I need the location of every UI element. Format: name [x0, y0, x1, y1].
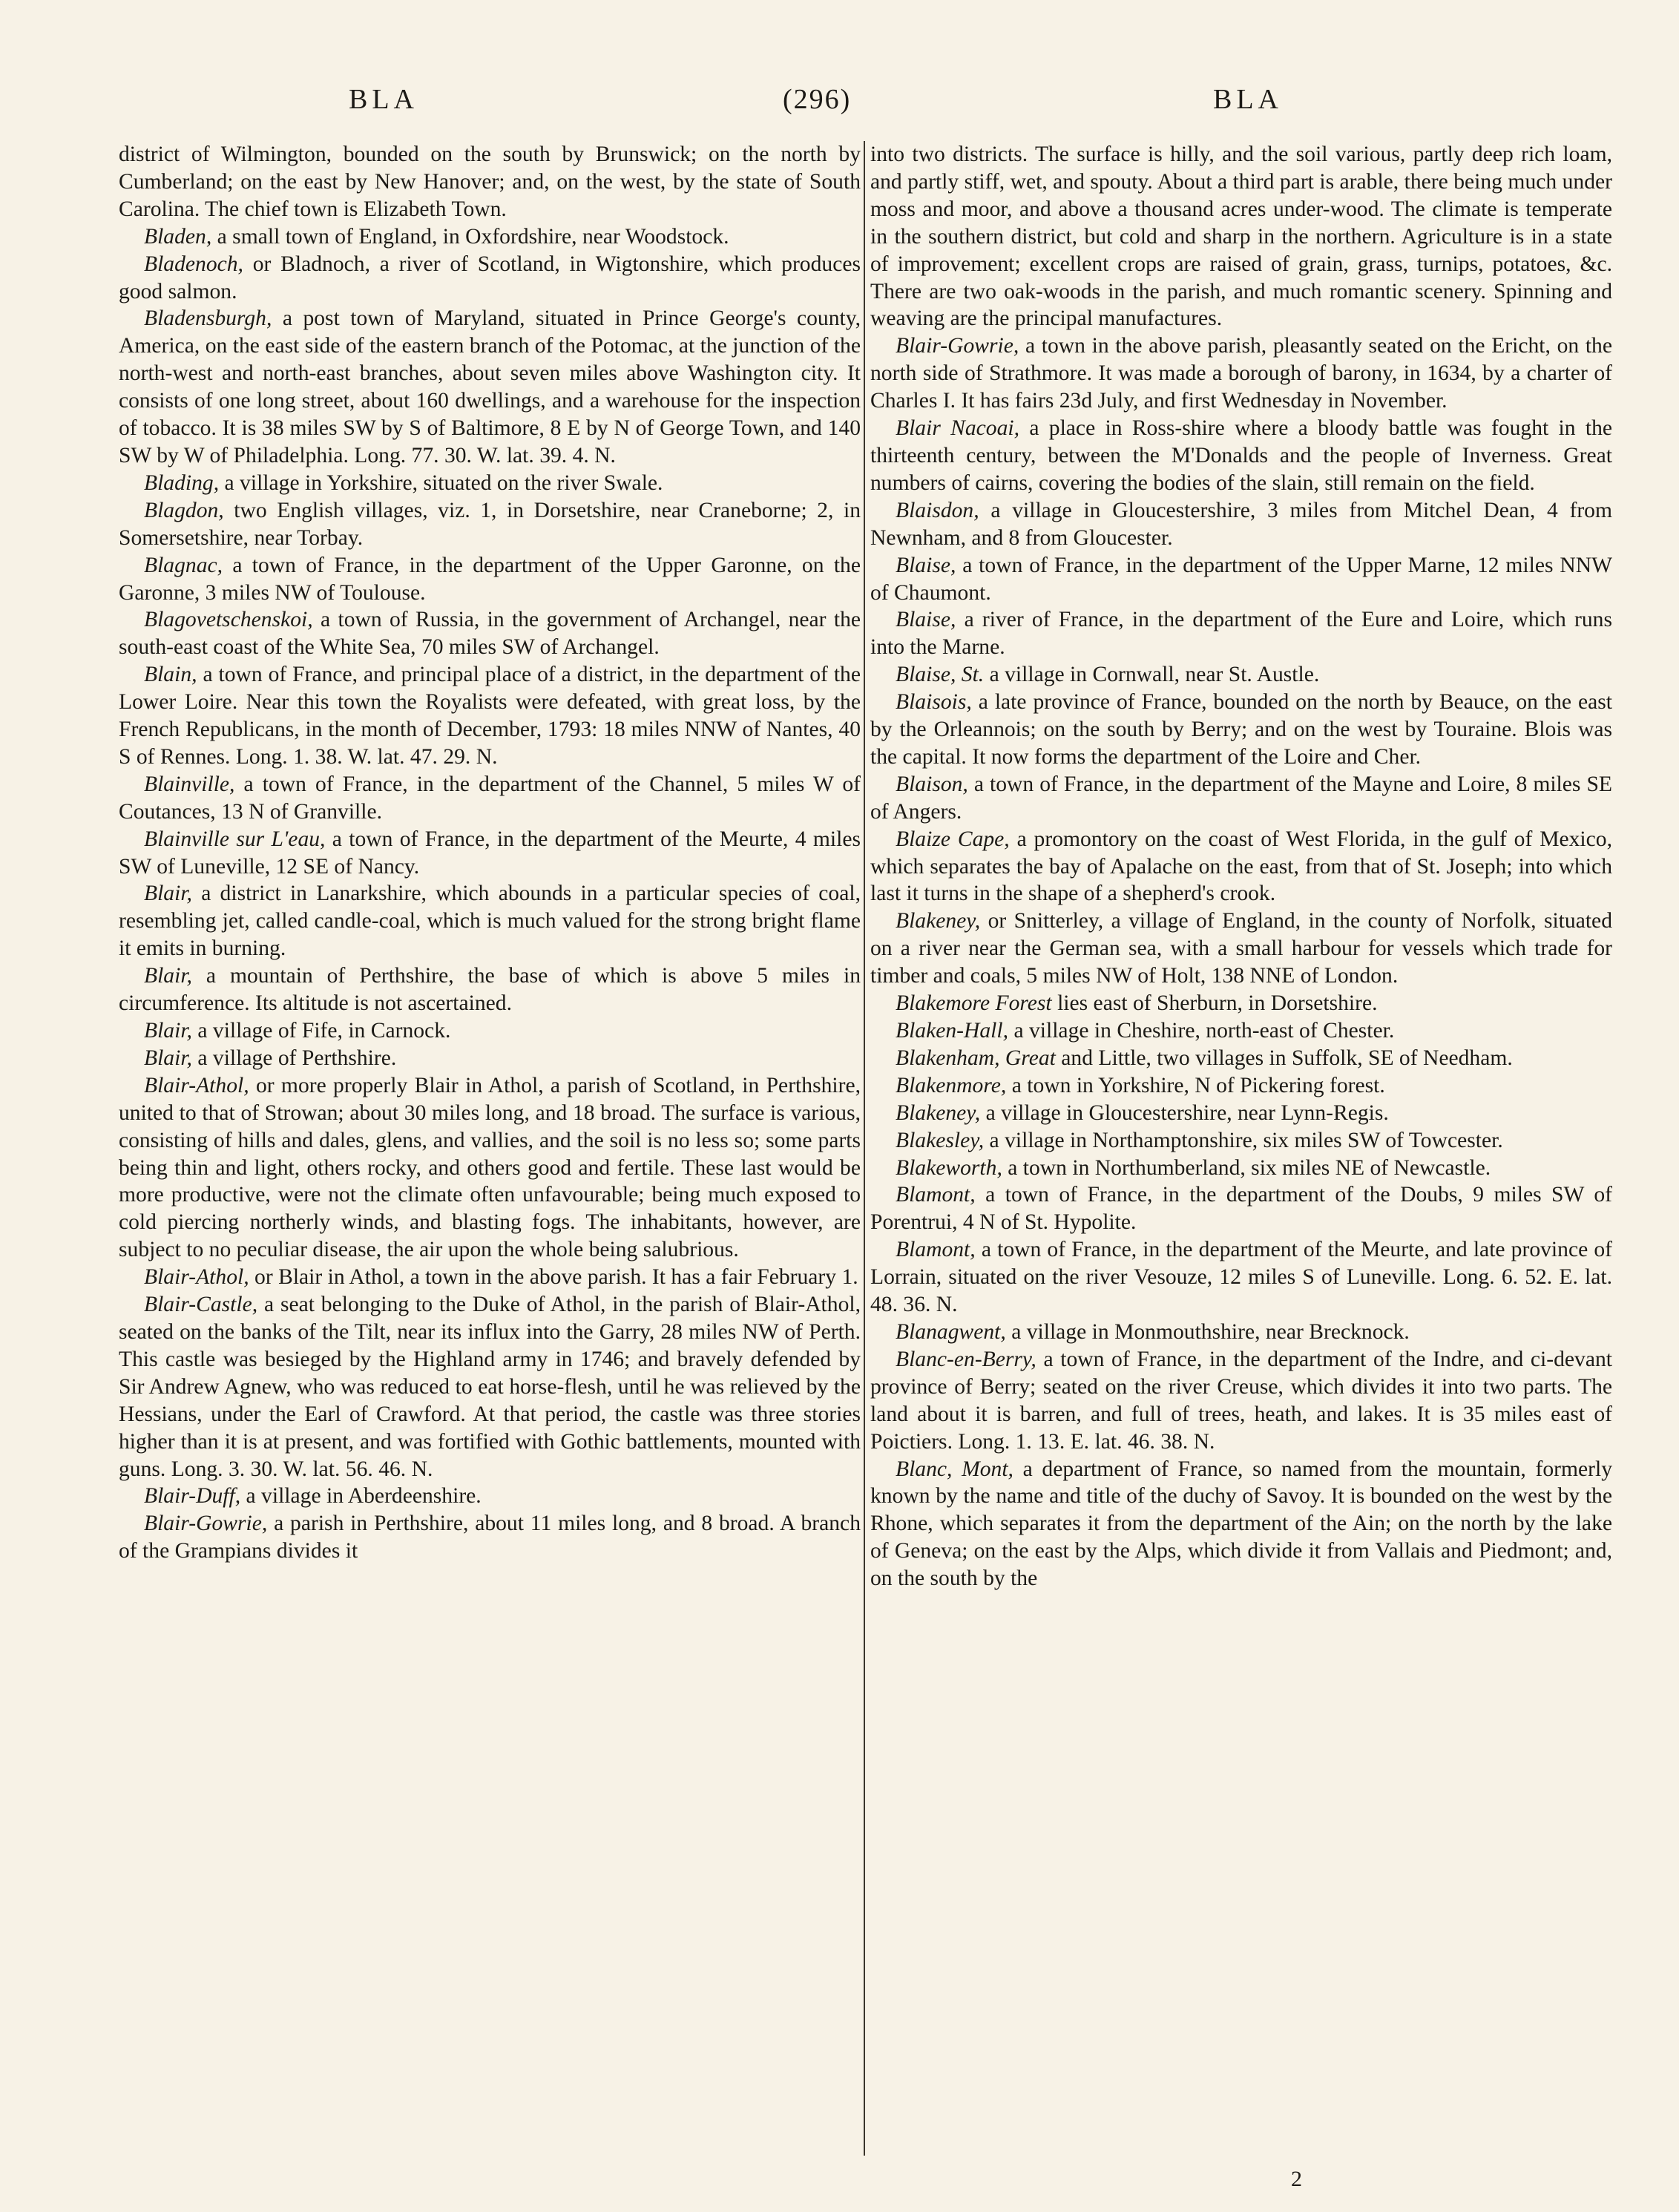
entry-separator [249, 1265, 254, 1289]
dictionary-entry [119, 1072, 861, 1264]
right-column [870, 141, 1612, 2167]
entry-headword: Blair, [144, 964, 192, 988]
entry-separator [1019, 334, 1025, 358]
entry-text: a village of Fife, in Carnock. [197, 1019, 451, 1043]
entry-headword: Blaize Cape, [896, 827, 1010, 851]
dictionary-entry [870, 1072, 1612, 1100]
entry-text: a town of France, in the department of the Channel, 5 miles W of Coutances, 13 N of Granville. [119, 772, 861, 824]
dictionary-entry [870, 1319, 1612, 1346]
entry-headword: Blaisdon, [896, 498, 979, 522]
entry-separator [1010, 827, 1017, 851]
entry-headword: Blakenmore, [896, 1073, 1007, 1097]
entry-headword: Blagdon, [144, 498, 224, 522]
dictionary-entry [870, 552, 1612, 607]
entry-text: a town in Northumberland, six miles NE of Newcastle. [1008, 1155, 1491, 1180]
dictionary-entry [119, 606, 861, 661]
entry-text: a village in Monmouthshire, near Brecknock. [1011, 1319, 1410, 1344]
entry-separator [1006, 1074, 1011, 1097]
dictionary-entry [870, 908, 1612, 990]
entry-headword: Blair-Duff, [144, 1484, 241, 1509]
entry-text: a village of Perthshire. [197, 1046, 397, 1070]
dictionary-entry [119, 305, 861, 469]
dictionary-entry [119, 223, 861, 251]
entry-text: a village in Cheshire, north-east of Chester. [1013, 1019, 1395, 1043]
entry-headword: Blair, [144, 1046, 192, 1070]
entry-text: a village in Northamptonshire, six miles SW of Towcester. [989, 1128, 1503, 1152]
entry-headword: Bladenoch, [144, 252, 243, 276]
entry-separator [313, 608, 321, 631]
page-number: (296) [783, 84, 852, 115]
dictionary-entry [119, 771, 861, 826]
entry-separator [1019, 416, 1029, 440]
entry-text: a post town of Maryland, situated in Prince George's county, America, on the east side of the eastern branch of the Potomac, at the junction of the north-west and north-east branches, about seven miles above Washington city. It consists of one long street, about 160 dwellings, and a warehouse for the inspection of tobacco. It is 38 miles SW by S of Baltimore, 8 E by N of George Town, and 140 SW by W of Philadelphia. Long. 77. 30. W. lat. 39. 4. N. [119, 306, 861, 467]
entry-headword: Blair-Gowrie, [144, 1512, 268, 1536]
dictionary-entry [119, 1483, 861, 1510]
entry-headword: Blading, [144, 470, 220, 495]
entry-separator [243, 252, 253, 276]
entry-separator [968, 772, 974, 796]
entry-separator [272, 306, 282, 330]
entry-text: a promontory on the coast of West Florida, in the gulf of Mexico, which separates the bay of Apalache on the east, from that of St. Joseph; into which last it turns in the shape of a shepherd's crook. [870, 827, 1612, 906]
entry-text: a town in the above parish, pleasantly seated on the Ericht, on the north side of Strathmore. It was made a borough of barony, in 1634, by a charter of Charles I. It has fairs 23d July, and first Wednesday in November. [870, 334, 1612, 413]
entry-separator [223, 554, 232, 577]
entry-text: a village in Gloucestershire, near Lynn-Regis. [985, 1100, 1389, 1125]
entry-text: a small town of England, in Oxfordshire, near Woodstock. [217, 224, 729, 249]
entry-headword: Blanc-en-Berry, [896, 1347, 1036, 1371]
entry-text: a village in Yorkshire, situated on the river Swale. [224, 470, 663, 495]
entry-headword: Blainville sur L'eau, [144, 827, 326, 851]
entry-separator [249, 1074, 256, 1097]
entry-separator [984, 663, 989, 686]
entry-separator [219, 471, 224, 495]
dictionary-entry [870, 661, 1612, 689]
dictionary-entry [119, 1045, 861, 1072]
entry-separator [976, 1183, 985, 1207]
entry-headword: Blain, [144, 663, 197, 687]
dictionary-entry [119, 552, 861, 607]
signature-mark: 2 [1291, 2167, 1302, 2191]
entry-separator [211, 225, 217, 249]
entry-headword: Blair-Gowrie, [896, 334, 1019, 358]
entry-headword: Bladen, [144, 224, 212, 249]
entry-text: a district in Lanarkshire, which abounds in a particular species of coal, resembling jet, called candle-coal, which is much valued for the strong bright flame it emits in burning. [119, 882, 861, 961]
entry-headword: Blamont, [896, 1238, 976, 1262]
entry-headword: Blair, [144, 1019, 192, 1043]
entry-separator [224, 499, 234, 522]
entry-separator [267, 1512, 274, 1535]
entry-separator [956, 554, 962, 577]
entry-text: a town of Russia, in the government of Archangel, near the south-east coast of the White Sea, 70 miles SW of Archangel. [119, 608, 861, 660]
entry-headword: Blanagwent, [896, 1319, 1006, 1344]
entry-headword: Blair-Athol, [144, 1073, 249, 1097]
entry-separator [979, 499, 991, 522]
entry-headword: Blanc, Mont, [896, 1457, 1013, 1481]
entry-separator [980, 909, 988, 933]
left-column [119, 141, 861, 2167]
entry-headword: Blaken-Hall, [896, 1019, 1009, 1043]
entry-headword: Bladensburgh, [144, 306, 272, 331]
dictionary-entry [119, 962, 861, 1017]
entry-separator [325, 827, 332, 851]
dictionary-entry [119, 141, 861, 223]
entry-headword: Blair-Athol, [144, 1265, 249, 1290]
dictionary-entry [870, 332, 1612, 415]
dictionary-entry [870, 1017, 1612, 1045]
entry-text: two English villages, viz. 1, in Dorsetshire, near Craneborne; 2, in Somersetshire, near Torbay. [119, 498, 861, 550]
entry-headword: Blakenham, Great [896, 1046, 1056, 1070]
entry-text: a parish in Perthshire, about 11 miles long, and 8 broad. A branch of the Grampians divides it [119, 1512, 861, 1563]
entry-text: and Little, two villages in Suffolk, SE of Needham. [1061, 1046, 1513, 1070]
dictionary-entry [870, 606, 1612, 661]
entry-separator [234, 772, 243, 796]
entry-text: a town of France, in the department of the Meurte, 4 miles SW of Luneville, 12 SE of Nancy. [119, 827, 861, 879]
entry-text: a town of France, in the department of the Mayne and Loire, 8 miles SE of Angers. [870, 772, 1612, 824]
entry-text: a town of France, in the department of the Upper Marne, 12 miles NNW of Chaumont. [870, 553, 1612, 605]
entry-headword: Blagovetschenskoi, [144, 608, 313, 632]
entry-headword: Blaisois, [896, 690, 972, 715]
entry-headword: Blakesley, [896, 1128, 985, 1152]
entry-text: a town of France, in the department of the Meurte, and late province of Lorrain, situated on the river Vesouze, 12 miles S of Luneville. Long. 6. 52. E. lat. 48. 36. N. [870, 1238, 1612, 1317]
dictionary-entry [870, 1346, 1612, 1456]
entry-text: lies east of Sherburn, in Dorsetshire. [1057, 991, 1378, 1016]
entry-headword: Blair, [144, 882, 192, 906]
entry-separator [976, 1238, 982, 1261]
entry-headword: Blamont, [896, 1183, 976, 1207]
dictionary-entry [119, 470, 861, 497]
entry-headword: Blaison, [896, 772, 968, 796]
entry-separator [984, 1129, 989, 1152]
entry-text: a town of France, and principal place of a district, in the department of the Lower Loire. Near this town the Royalists were defeated, with great loss, by the French Republicans, in the month of December, 1793: 18 miles NNW of Nantes, 40 S of Rennes. Long. 1. 38. W. lat. 47. 29. N. [119, 663, 861, 769]
entry-text: or Snitterley, a village of England, in the county of Norfolk, situated on a river near the German sea, with a small harbour for vessels which trade for timber and coals, 5 miles NW of Holt, 138 NNE of London. [870, 909, 1612, 988]
entry-headword: Blakeney, [896, 1100, 981, 1125]
dictionary-entry [870, 1181, 1612, 1236]
column-divider [864, 141, 865, 2156]
entry-headword: Blair-Castle, [144, 1293, 258, 1317]
entry-text: a village in Aberdeenshire. [246, 1484, 482, 1509]
entry-text: a town in Yorkshire, N of Pickering forest. [1011, 1073, 1385, 1097]
dictionary-entry [870, 497, 1612, 552]
entry-text: a seat belonging to the Duke of Athol, in the parish of Blair-Athol, seated on the banks of the Tilt, near its influx into the Garry, 28 miles NW of Perth. This castle was besieged by the Highland army in 1746; and bravely defended by Sir Andrew Agnew, who was reduced to eat horse-flesh, until he was relieved by the Hessians, under the Earl of Crawford. At that period, the castle was three stories higher than it is at present, and was fortified with Gothic battlements, mounted with guns. Long. 3. 30. W. lat. 56. 46. N. [119, 1293, 861, 1481]
entry-text: a town of France, in the department of the Indre, and ci-devant province of Berry; seated on the river Creuse, which divides it into two parts. The land about it is barren, and full of trees, heath, and lakes. It is 35 miles east of Poictiers. Long. 1. 13. E. lat. 46. 38. N. [870, 1347, 1612, 1454]
entry-headword: Blagnac, [144, 553, 223, 577]
dictionary-entry [119, 1264, 861, 1291]
running-head-right: BLA [1213, 84, 1283, 115]
dictionary-entry [119, 251, 861, 306]
dictionary-entry [119, 826, 861, 881]
entry-separator [257, 1293, 264, 1316]
entry-text: a mountain of Perthshire, the base of which is above 5 miles in circumference. Its altitude is not ascertained. [119, 964, 861, 1016]
entry-separator [972, 690, 979, 714]
entry-headword: Blair Nacoai, [896, 416, 1020, 441]
entry-separator [192, 882, 201, 905]
entry-headword: Blakeney, [896, 909, 981, 933]
dictionary-entry [870, 1236, 1612, 1319]
dictionary-entry [870, 1155, 1612, 1182]
dictionary-entry [870, 1127, 1612, 1155]
entry-text: a river of France, in the department of the Eure and Loire, which runs into the Marne. [870, 608, 1612, 660]
entry-separator [980, 1101, 985, 1125]
entry-separator [1052, 991, 1057, 1015]
entry-text: or Blair in Athol, a town in the above parish. It has a fair February 1. [254, 1265, 858, 1290]
dictionary-entry [870, 415, 1612, 497]
dictionary-entry [119, 880, 861, 962]
entry-headword: Blaise, [896, 553, 956, 577]
entry-separator [956, 608, 964, 631]
entry-text: a place in Ross-shire where a bloody battle was fought in the thirteenth century, between the M'Donalds and the people of Inverness. Great numbers of cairns, covering the bodies of the slain, still remain on the field. [870, 416, 1612, 495]
entry-text: or Bladnoch, a river of Scotland, in Wigtonshire, which produces good salmon. [119, 252, 861, 303]
running-head-left: BLA [349, 84, 418, 115]
entry-headword: Blaise, St. [896, 663, 985, 687]
entry-text: a town of France, in the department of the Doubs, 9 miles SW of Porentrui, 4 N of St. Hypolite. [870, 1183, 1612, 1235]
entry-headword: Blaise, [896, 608, 956, 632]
entry-headword: Blakeworth, [896, 1155, 1002, 1180]
entry-headword: Blainville, [144, 772, 235, 796]
dictionary-entry [870, 141, 1612, 332]
dictionary-entry [870, 1456, 1612, 1593]
dictionary-entry [870, 990, 1612, 1017]
dictionary-entry [870, 1100, 1612, 1127]
entry-text: or more properly Blair in Athol, a parish of Scotland, in Perthshire, united to that of Strowan; about 30 miles long, and 18 broad. The surface is various, consisting of hills and dales, glens, and vallies, and the soil is no less so; some parts being thin and light, others rocky, and others good and fertile. These last would be more productive, were not the climate often unfavourable; being much exposed to cold piercing northerly winds, and blasting fogs. The inhabitants, however, are subject to no peculiar disease, the air upon the whole being salubrious. [119, 1073, 861, 1262]
entry-separator [192, 964, 206, 988]
entry-text: a late province of France, bounded on the north by Beauce, on the east by the Orleannois; on the south by Berry; and on the west by Touraine. Blois was the capital. It now forms the department of the Loire and Cher. [870, 690, 1612, 769]
dictionary-entry [870, 689, 1612, 771]
dictionary-entry [119, 1017, 861, 1045]
entry-text: into two districts. The surface is hilly, and the soil various, partly deep rich loam, and partly stiff, wet, and spouty. About a third part is arable, there being much under moss and moor, and above a thousand acres under-wood. The climate is temperate in the southern district, but cold and sharp in the northern. Agriculture is in a state of improvement; excellent crops are raised of grain, grass, turnips, potatoes, &c. There are two oak-woods in the parish, and much romantic scenery. Spinning and weaving are the principal manufactures. [870, 142, 1612, 331]
dictionary-entry [119, 1510, 861, 1565]
dictionary-entry [870, 771, 1612, 826]
entry-text: district of Wilmington, bounded on the south by Brunswick; on the north by Cumberland; on the east by New Hanover; and, on the west, by the state of South Carolina. The chief town is Elizabeth Town. [119, 142, 861, 221]
dictionary-entry [119, 497, 861, 552]
entry-text: a town of France, in the department of the Upper Garonne, on the Garonne, 3 miles NW of Toulouse. [119, 553, 861, 605]
dictionary-entry [119, 1291, 861, 1483]
entry-separator [240, 1484, 246, 1508]
dictionary-entry [870, 826, 1612, 908]
dictionary-entry [119, 661, 861, 771]
entry-text: a village in Cornwall, near St. Austle. [989, 663, 1320, 687]
dictionary-entry [870, 1045, 1612, 1072]
entry-headword: Blakemore Forest [896, 991, 1052, 1016]
entry-separator [1013, 1457, 1023, 1481]
entry-text: a department of France, so named from the mountain, formerly known by the name and title of the duchy of Savoy. It is bounded on the west by the Rhone, which separates it from the department of the Ain; on the north by the lake of Geneva; on the east by the Alps, which divide it from Vallais and Piedmont; and, on the south by the [870, 1457, 1612, 1591]
entry-text: a village in Gloucestershire, 3 miles from Mitchel Dean, 4 from Newnham, and 8 from Gloucester. [870, 498, 1612, 550]
